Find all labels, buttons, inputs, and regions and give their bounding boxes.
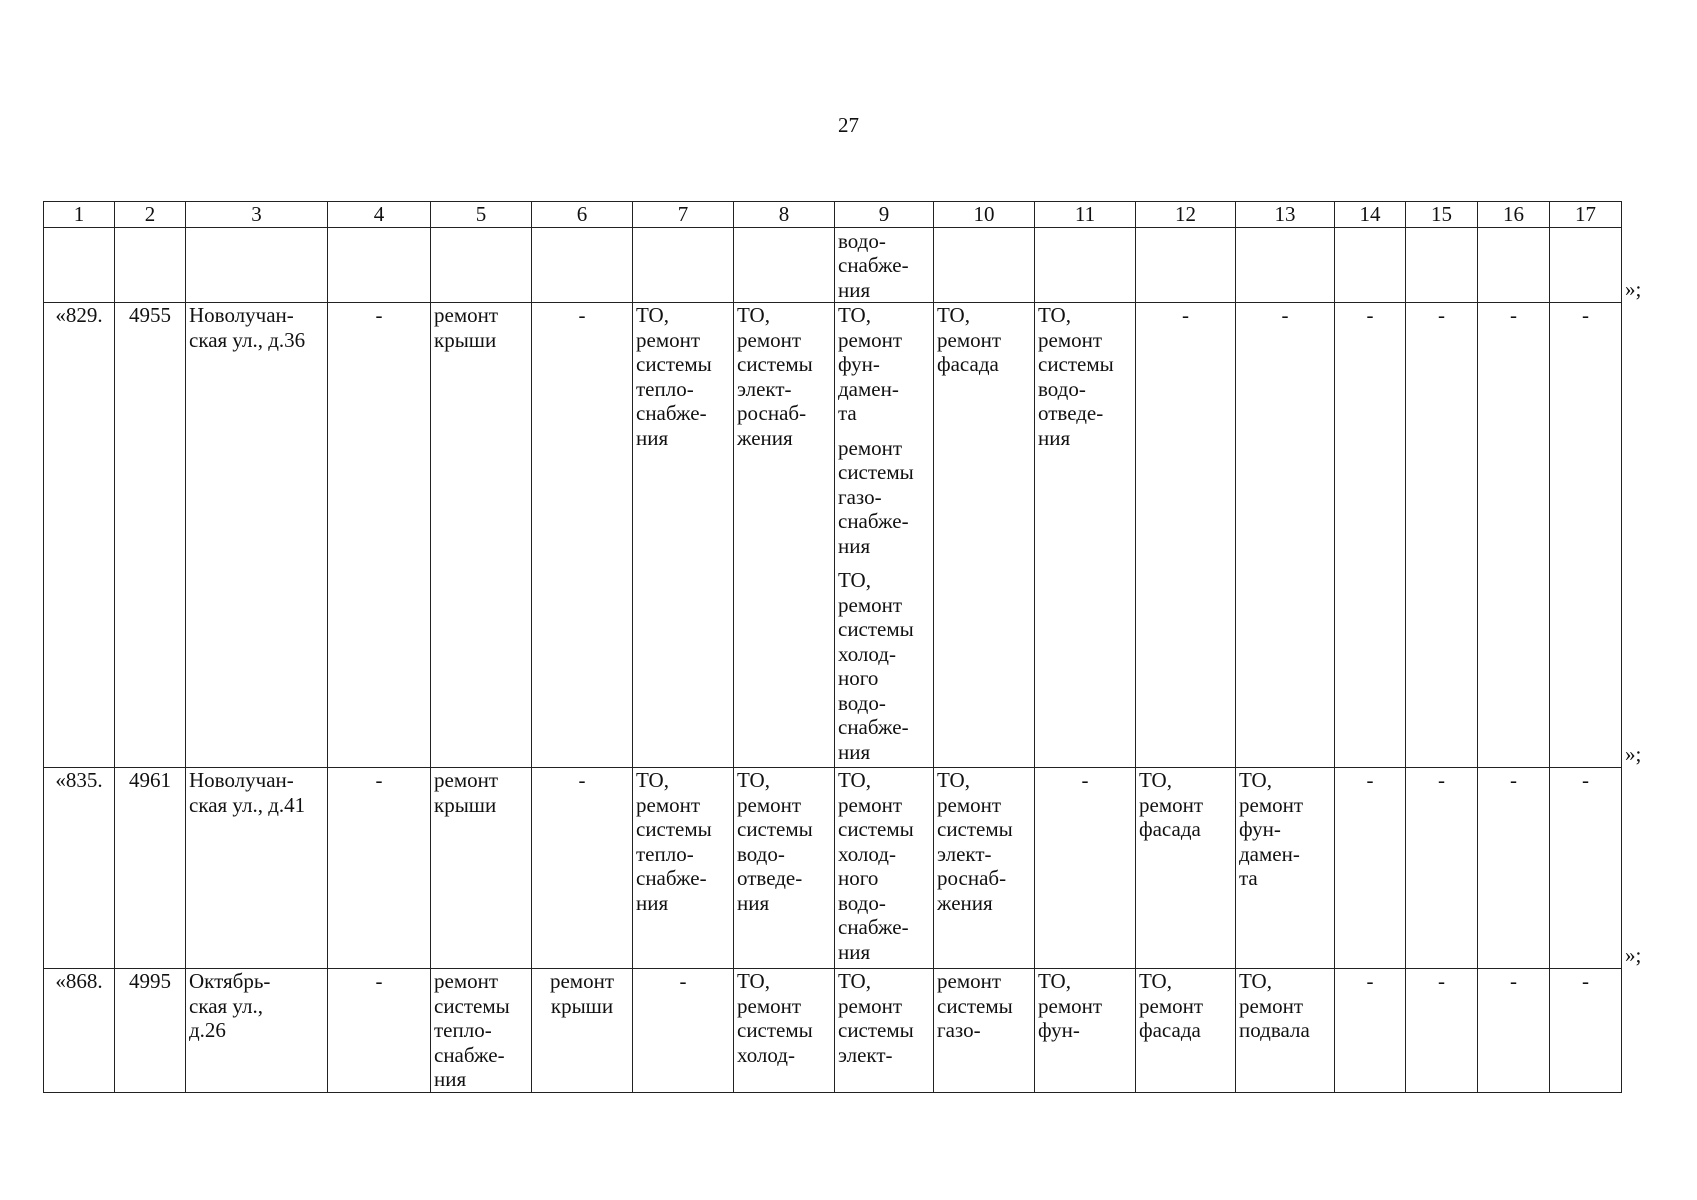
cell-text: ТО, ремонт системы элект- роснаб- жения: [937, 768, 1013, 915]
table-cell: [1478, 303, 1550, 768]
cell-paragraph: ТО, ремонт системы холод- ного водо- снабже- ния: [838, 768, 914, 964]
cell-text: -: [1582, 303, 1589, 327]
column-number: 8: [734, 202, 835, 228]
table-cell: [431, 227, 532, 303]
table-cell: [1136, 227, 1236, 303]
cell-paragraph: ТО, ремонт фун- дамен- та: [838, 303, 903, 425]
cell-text: -: [1281, 303, 1289, 327]
cell-paragraph: ТО, ремонт системы элект-: [838, 969, 914, 1067]
cell-text: ТО, ремонт фун-: [1038, 969, 1103, 1042]
table-cell: [1035, 969, 1136, 1093]
cell-paragraph: водо- снабже- ния: [838, 228, 909, 302]
table-cell: [532, 768, 633, 969]
cell-text: 4995: [129, 969, 171, 993]
table-cell: [1335, 227, 1406, 303]
cell-text: Новолучан- ская ул., д.41: [189, 768, 306, 817]
table-cell: [934, 303, 1035, 768]
cell-text: ТО, ремонт системы холод-: [737, 969, 813, 1067]
table-cell: [431, 768, 532, 969]
column-number: 4: [328, 202, 431, 228]
table-cell: [1478, 768, 1550, 969]
cell-text: ремонт крыши: [434, 768, 499, 817]
table-cell: [835, 768, 934, 969]
table-cell: [1035, 768, 1136, 969]
cell-text: ТО, ремонт фасада: [937, 303, 1002, 376]
cell-text: -: [1081, 768, 1089, 792]
table-cell: [1550, 303, 1622, 768]
column-number: 7: [633, 202, 734, 228]
cell-text: -: [375, 303, 383, 327]
table-cell: [633, 768, 734, 969]
column-number: 13: [1236, 202, 1335, 228]
cell-text: -: [578, 768, 586, 792]
cell-text: ТО, ремонт подвала: [1239, 969, 1310, 1042]
table-cell: [186, 227, 328, 303]
table-cell: [1236, 303, 1335, 768]
column-number: 17: [1550, 202, 1622, 228]
column-number: 6: [532, 202, 633, 228]
cell-text: ТО, ремонт системы водо- отведе- ния: [737, 768, 813, 915]
table-cell: [734, 768, 835, 969]
column-number: 1: [44, 202, 115, 228]
column-number: 12: [1136, 202, 1236, 228]
table-body: [44, 227, 1622, 1092]
table-cell: [1478, 227, 1550, 303]
table-cell: [328, 303, 431, 768]
cell-text: «829.: [55, 303, 103, 327]
table-cell: [1550, 227, 1622, 303]
table-cell: [115, 303, 186, 768]
cell-text: -: [1366, 303, 1374, 327]
cell-text: ТО, ремонт фасада: [1139, 768, 1204, 841]
table-cell: [934, 227, 1035, 303]
cell-text: -: [1366, 969, 1374, 993]
table-cell: [1550, 768, 1622, 969]
table-cell: [734, 303, 835, 768]
table-cell: [44, 768, 115, 969]
table-cell: [1035, 303, 1136, 768]
table-cell: [328, 768, 431, 969]
cell-paragraph: ТО, ремонт системы холод- ного водо- снабже- ния: [838, 568, 914, 764]
table-cell: [44, 227, 115, 303]
cell-text: ремонт системы тепло- снабже- ния: [434, 969, 510, 1091]
table-cell: [1035, 227, 1136, 303]
cell-text: -: [1510, 768, 1517, 792]
table-cell: [835, 303, 934, 768]
table-cell: [44, 969, 115, 1093]
cell-text: -: [1510, 969, 1517, 993]
table-cell: [1236, 227, 1335, 303]
table-cell: [186, 969, 328, 1093]
row-closing-quote: »;: [1625, 741, 1642, 766]
cell-text: -: [1510, 303, 1517, 327]
table-cell: [633, 969, 734, 1093]
cell-text: -: [375, 969, 383, 993]
row-closing-quote: »;: [1625, 276, 1642, 301]
table-cell: [115, 768, 186, 969]
table-cell: [1550, 969, 1622, 1093]
table-cell: [1136, 768, 1236, 969]
table-cell: [1136, 969, 1236, 1093]
cell-text: -: [1438, 303, 1445, 327]
cell-text: -: [1366, 768, 1374, 792]
column-number: 15: [1406, 202, 1478, 228]
cell-text: 4961: [129, 768, 171, 792]
table-cell: [734, 227, 835, 303]
cell-text: Новолучан- ская ул., д.36: [189, 303, 306, 352]
column-number: 11: [1035, 202, 1136, 228]
table-cell: [186, 768, 328, 969]
cell-text: ремонт системы газо-: [937, 969, 1013, 1042]
cell-text: ТО, ремонт системы водо- отведе- ния: [1038, 303, 1114, 450]
cell-text: ТО, ремонт системы тепло- снабже- ния: [636, 303, 712, 450]
table-cell: [44, 303, 115, 768]
page-number: 27: [838, 113, 859, 137]
column-number: 10: [934, 202, 1035, 228]
cell-text: «835.: [55, 768, 103, 792]
cell-text: -: [1438, 969, 1445, 993]
table-cell: [115, 227, 186, 303]
cell-text: «868.: [55, 969, 103, 993]
cell-text: ТО, ремонт фун- дамен- та: [1239, 768, 1304, 890]
table-cell: [431, 303, 532, 768]
table-cell: [934, 768, 1035, 969]
cell-text: -: [1582, 969, 1589, 993]
cell-text: ремонт крыши: [434, 303, 499, 352]
table-row: [44, 969, 1622, 1093]
column-number-row: [44, 202, 1622, 228]
table-cell: [1406, 768, 1478, 969]
table-cell: [835, 227, 934, 303]
column-number: 14: [1335, 202, 1406, 228]
cell-text: 4955: [129, 303, 171, 327]
table-cell: [633, 303, 734, 768]
table-row: [44, 227, 1622, 303]
column-number: 9: [835, 202, 934, 228]
table-cell: [1406, 969, 1478, 1093]
table-cell: [934, 969, 1035, 1093]
table-cell: [115, 969, 186, 1093]
cell-text: ремонт крыши: [549, 969, 615, 1018]
table-cell: [1406, 303, 1478, 768]
table-cell: [532, 969, 633, 1093]
table-cell: [1478, 969, 1550, 1093]
cell-text: -: [679, 969, 687, 993]
cell-text: -: [1582, 768, 1589, 792]
cell-text: -: [1182, 303, 1189, 327]
cell-text: -: [1438, 768, 1445, 792]
table-cell: [186, 303, 328, 768]
column-number: 5: [431, 202, 532, 228]
table-cell: [532, 227, 633, 303]
table-cell: [1236, 969, 1335, 1093]
cell-text: ТО, ремонт фасада: [1139, 969, 1204, 1042]
column-number: 2: [115, 202, 186, 228]
cell-text: Октябрь- ская ул., д.26: [189, 969, 271, 1042]
table-cell: [1335, 303, 1406, 768]
table-cell: [835, 969, 934, 1093]
table-cell: [532, 303, 633, 768]
row-closing-quote: »;: [1625, 942, 1642, 967]
table-cell: [1335, 768, 1406, 969]
table-cell: [431, 969, 532, 1093]
cell-text: -: [578, 303, 586, 327]
table-row: [44, 303, 1622, 768]
column-number: 3: [186, 202, 328, 228]
cell-text: ТО, ремонт системы элект- роснаб- жения: [737, 303, 813, 450]
repair-schedule-table: [43, 201, 1622, 1093]
table-cell: [1136, 303, 1236, 768]
cell-text: ТО, ремонт системы тепло- снабже- ния: [636, 768, 712, 915]
table-cell: [1335, 969, 1406, 1093]
table-cell: [328, 969, 431, 1093]
table-row: [44, 768, 1622, 969]
table-cell: [328, 227, 431, 303]
table-cell: [1406, 227, 1478, 303]
column-number: 16: [1478, 202, 1550, 228]
table-cell: [734, 969, 835, 1093]
cell-text: -: [375, 768, 383, 792]
table-cell: [633, 227, 734, 303]
table-cell: [1236, 768, 1335, 969]
cell-paragraph: ремонт системы газо- снабже- ния: [838, 435, 914, 558]
